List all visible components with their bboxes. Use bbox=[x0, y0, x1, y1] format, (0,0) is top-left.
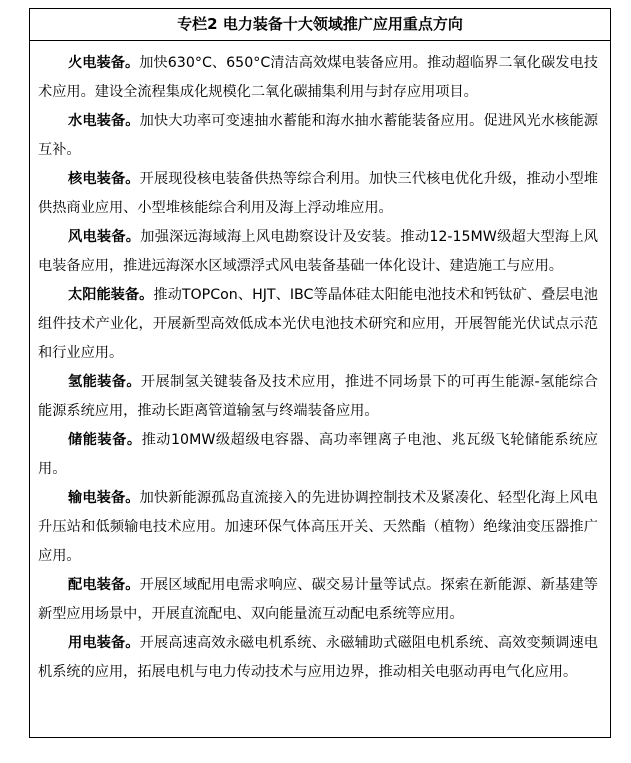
paragraph-lead: 输电装备。 bbox=[68, 490, 140, 506]
paragraph-lead: 储能装备。 bbox=[68, 432, 142, 448]
paragraph-lead: 太阳能装备。 bbox=[68, 287, 154, 303]
paragraph-solar bbox=[38, 281, 598, 368]
paragraph-text: 开展区域配用电需求响应、碳交易计量等试点。探索在新能源、新基建等新型应用场景中，开展直流配电、双向能量流互动配电系统等应用。 bbox=[38, 577, 598, 622]
feature-box bbox=[29, 8, 611, 738]
paragraph-lead: 配电装备。 bbox=[68, 577, 140, 593]
paragraph-thermal bbox=[38, 49, 598, 107]
paragraph-text: 加快630°C、650°C清洁高效煤电装备应用。推动超临界二氧化碳发电技术应用。建设全流程集成化规模化二氧化碳捕集利用与封存应用项目。 bbox=[38, 55, 598, 100]
paragraph-distribution bbox=[38, 571, 598, 629]
paragraph-hydrogen bbox=[38, 368, 598, 426]
paragraph-text: 加快大功率可变速抽水蓄能和海水抽水蓄能装备应用。促进风光水核能源互补。 bbox=[38, 113, 598, 158]
paragraph-lead: 火电装备。 bbox=[68, 55, 140, 71]
paragraph-text: 推动TOPCon、HJT、IBC等晶体硅太阳能电池技术和钙钛矿、叠层电池组件技术产业化，开展新型高效低成本光伏电池技术研究和应用，开展智能光伏试点示范和行业应用。 bbox=[38, 287, 598, 361]
paragraph-lead: 用电装备。 bbox=[68, 635, 140, 651]
paragraph-wind bbox=[38, 223, 598, 281]
paragraph-text: 推动10MW级超级电容器、高功率锂离子电池、兆瓦级飞轮储能系统应用。 bbox=[38, 432, 598, 477]
paragraph-text: 开展现役核电装备供热等综合利用。加快三代核电优化升级，推动小型堆供热商业应用、小型堆核能综合利用及海上浮动堆应用。 bbox=[38, 171, 598, 216]
paragraph-text: 开展高速高效永磁电机系统、永磁辅助式磁阻电机系统、高效变频调速电机系统的应用，拓展电机与电力传动技术与应用边界，推动相关电驱动再电气化应用。 bbox=[38, 635, 598, 680]
paragraph-transmission bbox=[38, 484, 598, 571]
paragraph-text: 开展制氢关键装备及技术应用，推进不同场景下的可再生能源-氢能综合能源系统应用，推动长距离管道输氢与终端装备应用。 bbox=[38, 374, 598, 419]
paragraph-lead: 氢能装备。 bbox=[68, 374, 141, 390]
box-content bbox=[30, 41, 610, 687]
paragraph-consumption bbox=[38, 629, 598, 687]
paragraph-storage bbox=[38, 426, 598, 484]
paragraph-lead: 风电装备。 bbox=[68, 229, 141, 245]
paragraph-text: 加强深远海域海上风电勘察设计及安装。推动12-15MW级超大型海上风电装备应用，推进远海深水区域漂浮式风电装备基础一体化设计、建造施工与应用。 bbox=[38, 229, 598, 274]
paragraph-lead: 核电装备。 bbox=[68, 171, 140, 187]
box-title: 专栏2 电力装备十大领域推广应用重点方向 bbox=[30, 9, 610, 41]
paragraph-hydro bbox=[38, 107, 598, 165]
paragraph-text: 加快新能源孤岛直流接入的先进协调控制技术及紧凑化、轻型化海上风电升压站和低频输电技术应用。加速环保气体高压开关、天然酯（植物）绝缘油变压器推广应用。 bbox=[38, 490, 598, 564]
paragraph-lead: 水电装备。 bbox=[68, 113, 140, 129]
paragraph-nuclear bbox=[38, 165, 598, 223]
